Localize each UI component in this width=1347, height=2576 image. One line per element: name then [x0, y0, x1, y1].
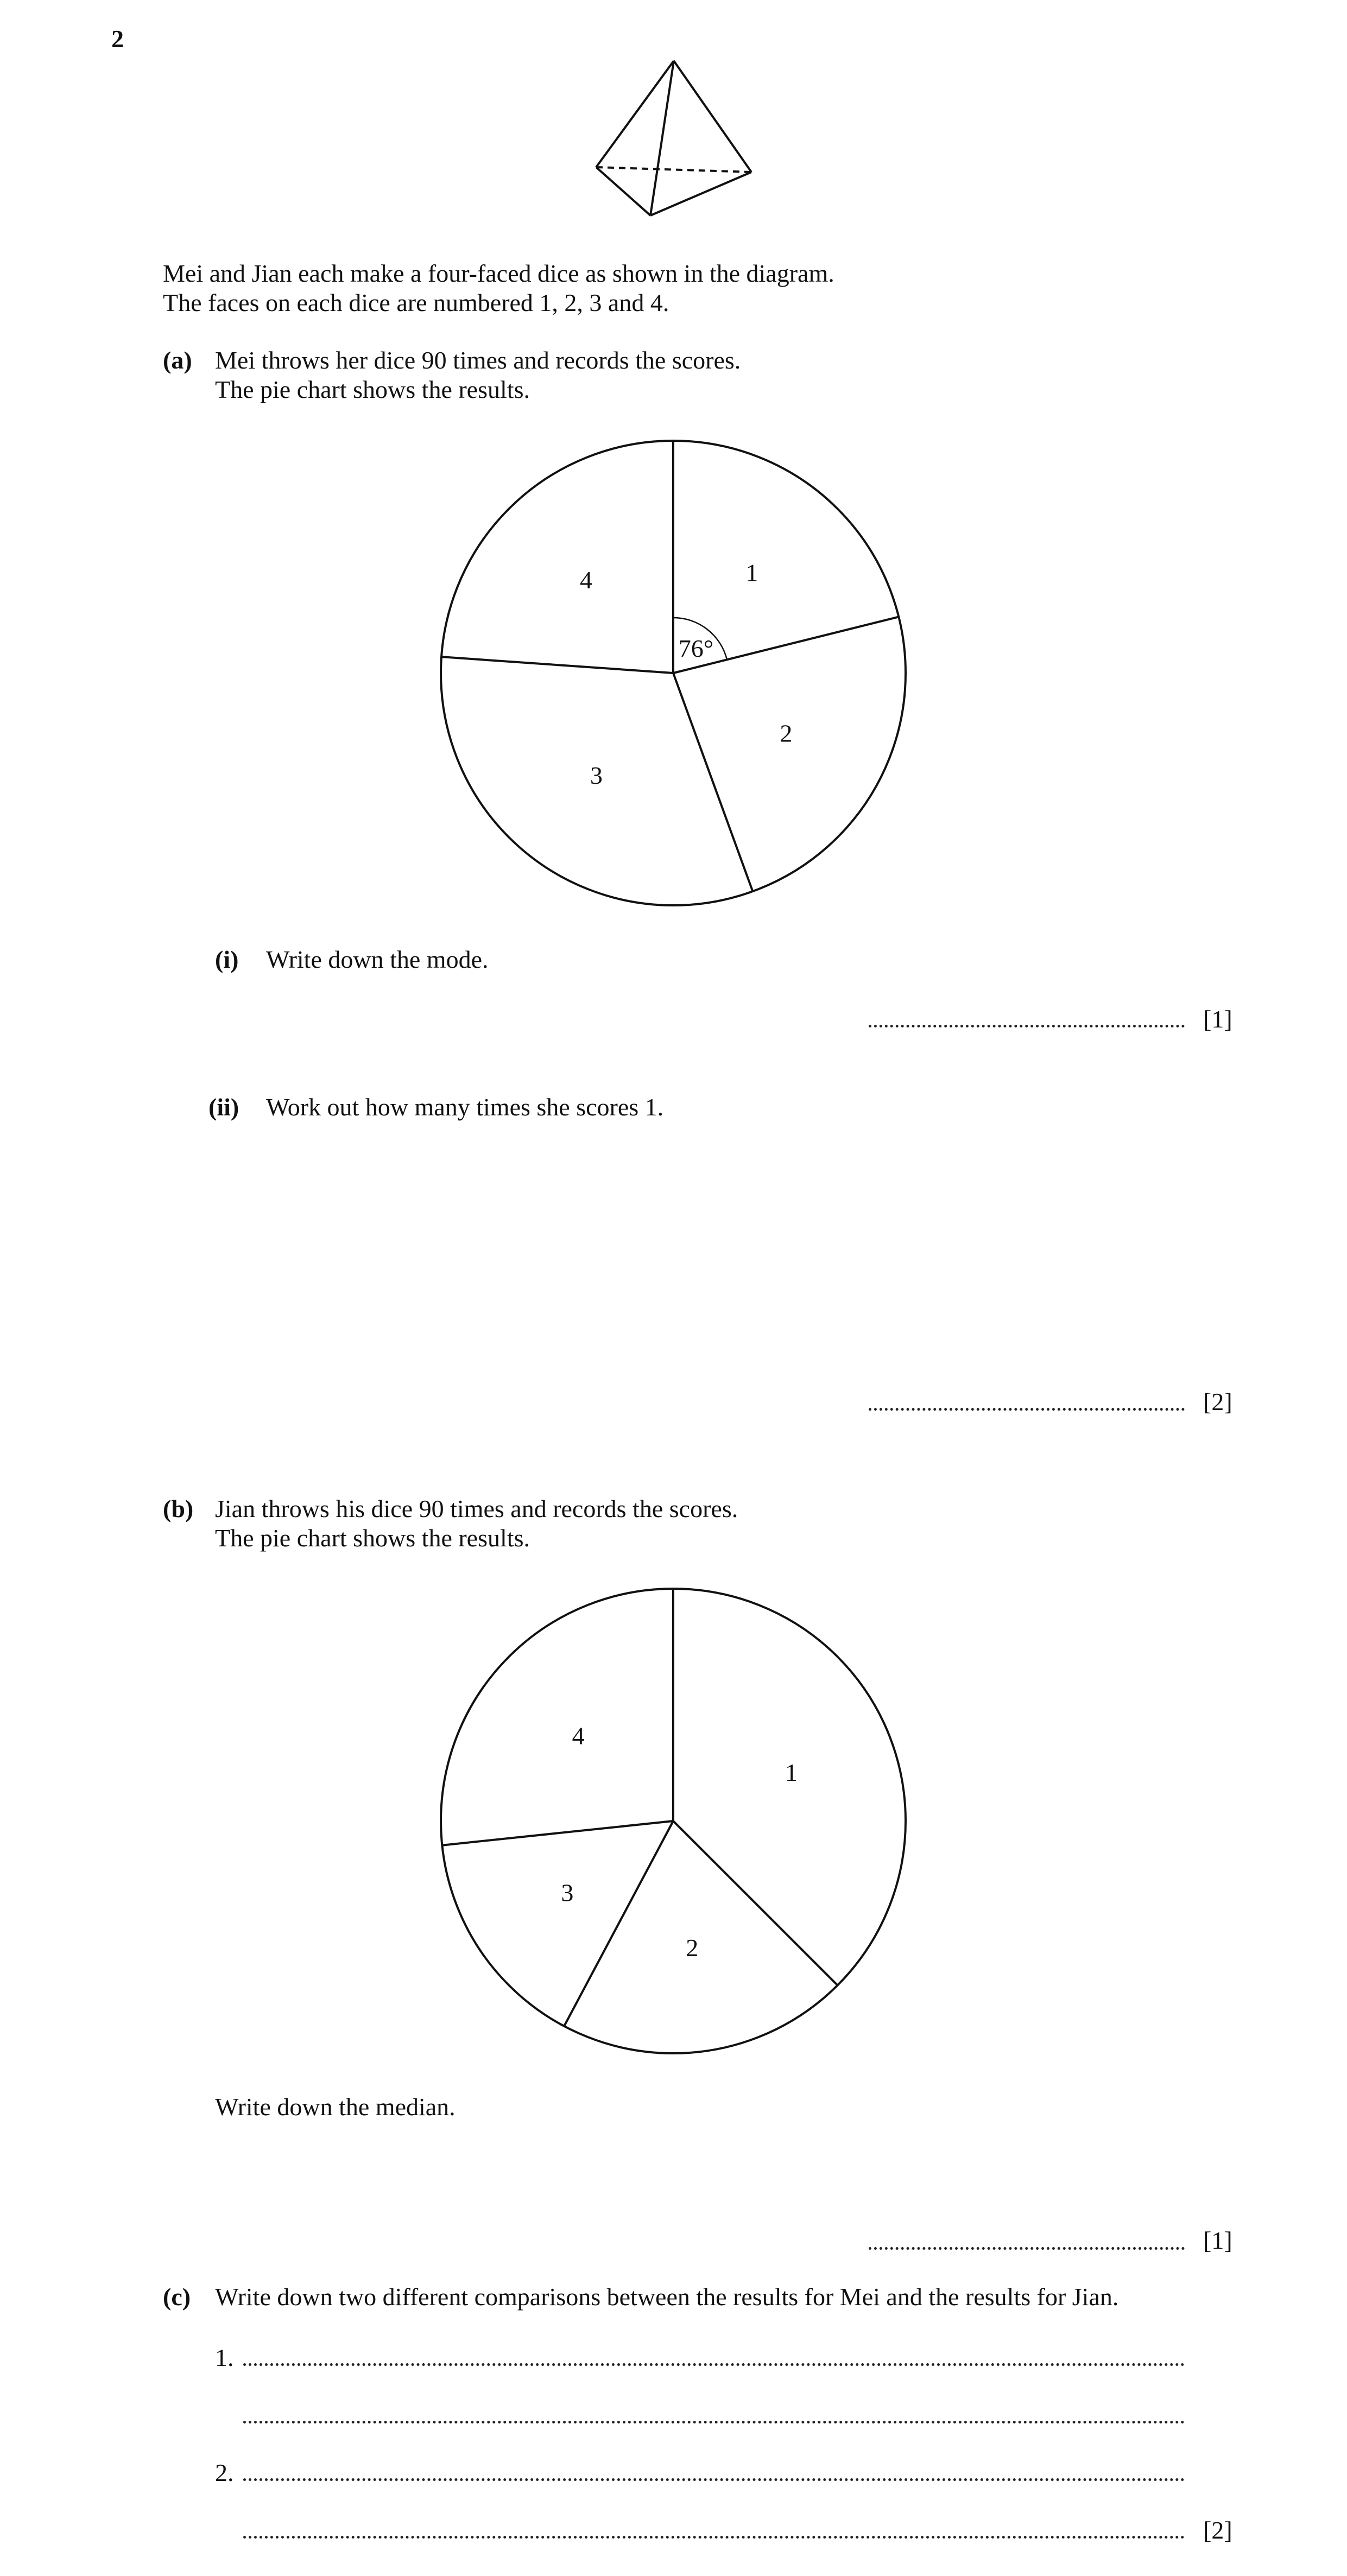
part-b-label: (b) — [163, 1495, 194, 1522]
tetrahedron-diagram — [0, 0, 1347, 228]
pie-chart-mei — [423, 423, 923, 923]
pie-slice-boundary-4 — [442, 1821, 673, 1845]
pie-slice-boundary-3 — [564, 1821, 673, 2026]
angle-annotation: 76° — [678, 635, 714, 662]
marks-a-ii: [2] — [1203, 1388, 1232, 1416]
part-a-line-2: The pie chart shows the results. — [215, 376, 530, 403]
part-a-line-1: Mei throws her dice 90 times and records the scores. — [215, 346, 741, 374]
pie-slice-label-4: 4 — [579, 566, 592, 594]
tetra-edge-front-left — [596, 61, 674, 167]
pie-slice-label-3: 3 — [590, 761, 603, 789]
part-c-item-2-label: 2. — [215, 2459, 234, 2486]
part-a-ii-text: Work out how many times she scores 1. — [266, 1093, 664, 1121]
pie-slice-boundary-3 — [673, 673, 752, 891]
part-a-ii-label: (ii) — [208, 1093, 239, 1121]
tetra-edge-front-right — [674, 61, 751, 172]
pie-slice-label-1: 1 — [745, 559, 758, 587]
marks-c: [2] — [1203, 2516, 1232, 2544]
part-a-i-text: Write down the mode. — [266, 946, 489, 973]
pie-slice-label-3: 3 — [561, 1879, 574, 1907]
part-c-label: (c) — [163, 2283, 191, 2311]
part-c-text: Write down two different comparisons between the results for Mei and the results for Jian. — [215, 2283, 1119, 2311]
answer-line-a-ii[interactable] — [869, 1408, 1185, 1411]
answer-line-c-1a[interactable] — [243, 2363, 1185, 2366]
pie-slice-label-2: 2 — [780, 719, 793, 747]
part-b-line-2: The pie chart shows the results. — [215, 1524, 530, 1552]
answer-line-a-i[interactable] — [869, 1025, 1185, 1027]
intro-line-1: Mei and Jian each make a four-faced dice as shown in the diagram. — [163, 259, 834, 287]
part-b-line-1: Jian throws his dice 90 times and records the scores. — [215, 1495, 738, 1522]
tetra-edge-front-mid — [650, 61, 674, 215]
tetra-edge-base-right — [650, 172, 751, 215]
marks-a-i: [1] — [1203, 1005, 1232, 1033]
pie-chart-jian — [423, 1571, 923, 2071]
part-c-item-1-label: 1. — [215, 2344, 234, 2371]
pie-slice-label-2: 2 — [686, 1933, 699, 1962]
pie-slice-label-1: 1 — [785, 1758, 798, 1786]
part-b-question: Write down the median. — [215, 2093, 456, 2121]
page-number: 2 — [111, 25, 124, 53]
tetra-edge-hidden — [596, 167, 751, 172]
part-a-label: (a) — [163, 346, 192, 374]
marks-b: [1] — [1203, 2226, 1232, 2254]
answer-line-c-2a[interactable] — [243, 2478, 1185, 2481]
intro-line-2: The faces on each dice are numbered 1, 2, 3 and 4. — [163, 289, 669, 316]
tetra-edge-base-left — [596, 167, 650, 215]
pie-slice-label-4: 4 — [572, 1722, 585, 1750]
part-a-i-label: (i) — [215, 946, 239, 973]
answer-line-b[interactable] — [869, 2247, 1185, 2250]
pie-slice-boundary-4 — [441, 657, 673, 673]
answer-line-c-1b[interactable] — [243, 2421, 1185, 2423]
answer-line-c-2b[interactable] — [243, 2536, 1185, 2539]
